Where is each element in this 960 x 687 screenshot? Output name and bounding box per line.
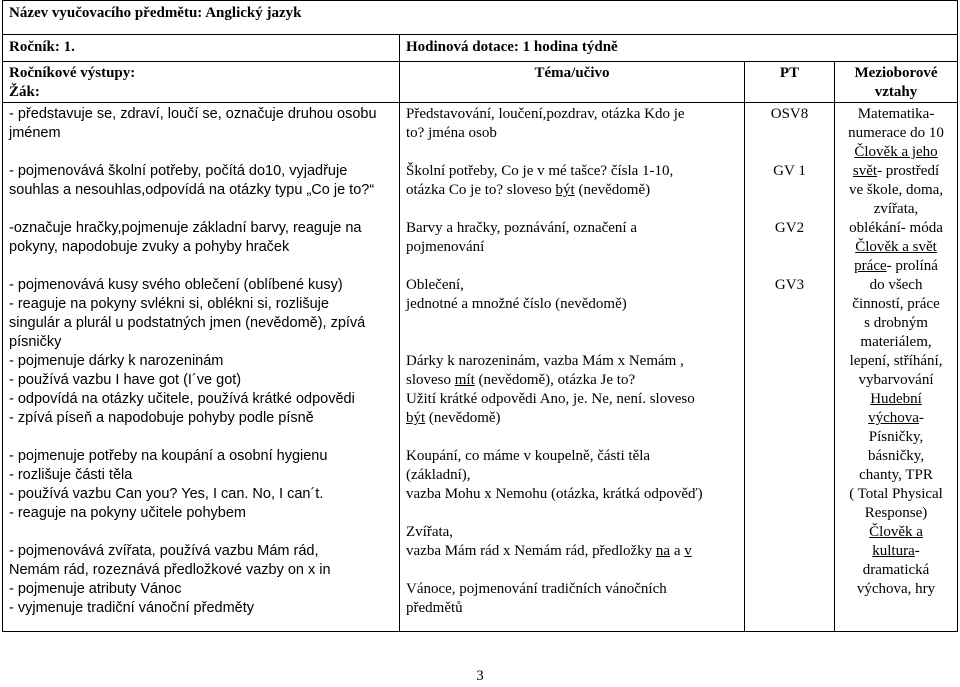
topics-cell	[400, 103, 745, 632]
output-line: - používá vazbu Can you? Yes, I can. No, I can´t.	[9, 486, 324, 502]
output-line: - používá vazbu I have got (I´ve got)	[9, 372, 242, 388]
topic-line: předmětů	[406, 600, 463, 616]
cross-line: ( Total Physical	[849, 486, 943, 502]
topic-line: Oblečení,	[406, 277, 464, 293]
output-line: - odpovídá na otázky učitele, používá krátké odpovědi	[9, 391, 355, 407]
cross-line: Člověk a	[869, 524, 923, 540]
cross-line: do všech	[869, 277, 923, 293]
topic-block-6	[406, 447, 738, 504]
cross-header	[835, 62, 958, 103]
content-row	[3, 103, 958, 632]
cross-line: dramatická	[862, 562, 930, 578]
topic-line: Zvířata,	[406, 524, 454, 540]
topic-block-4	[406, 276, 738, 314]
cross-line: básničky,	[867, 448, 925, 464]
topic-line: to? jména osob	[406, 125, 497, 141]
pt-code: GV3	[774, 277, 805, 293]
output-line: - reaguje na pokyny svlékni si, oblékni si, rozlišuje	[9, 296, 329, 312]
output-line: - pojmenuje dárky k narozeninám	[9, 353, 224, 369]
output-block-1	[9, 105, 393, 143]
topic-line: vazba Mám rád x Nemám rád, předložky na a v	[406, 543, 692, 559]
outputs-header	[3, 62, 400, 103]
grade-label: Ročník: 1.	[3, 35, 400, 62]
topic-line: Dárky k narozeninám, vazba Mám x Nemám ,	[406, 353, 684, 369]
output-line: Nemám rád, rozeznává předložkové vazby on x in	[9, 562, 331, 578]
cross-line: zvířata,	[873, 201, 919, 217]
pupil-label: Žák:	[9, 84, 40, 100]
topic-block-1	[406, 105, 738, 143]
cross-line: kultura-	[872, 543, 920, 559]
output-line: - pojmenovává zvířata, používá vazbu Mám rád,	[9, 543, 319, 559]
output-block-5	[9, 447, 393, 523]
output-block-2	[9, 162, 393, 200]
cross-line: chanty, TPR	[859, 467, 933, 483]
cross-line: Hudební	[870, 391, 922, 407]
cross-line: Písničky,	[868, 429, 924, 445]
pt-code: OSV8	[770, 106, 809, 122]
output-line: - vyjmenuje tradiční vánoční předměty	[9, 600, 254, 616]
cross-line: výchova-	[868, 410, 924, 426]
cross-line: ve škole, doma,	[848, 182, 944, 198]
topic-block-8	[406, 580, 738, 618]
topic-line: otázka Co je to? sloveso být (nevědomě)	[406, 182, 651, 198]
topic-line: sloveso mít (nevědomě), otázka Je to?	[406, 372, 636, 388]
cross-line: oblékání- móda	[849, 220, 943, 236]
cross-line: Člověk a jeho	[854, 144, 938, 160]
output-line: -označuje hračky,pojmenuje základní barvy, reaguje na	[9, 220, 362, 236]
output-line: souhlas a nesouhlas,odpovídá na otázky typu „Co je to?“	[9, 182, 375, 198]
output-line: - zpívá píseň a napodobuje pohyby podle písně	[9, 410, 314, 426]
subject-title: Název vyučovacího předmětu: Anglický jazyk	[3, 1, 958, 35]
curriculum-table	[2, 0, 958, 632]
topic-line: Vánoce, pojmenování tradičních vánočních	[406, 581, 667, 597]
subject-row	[3, 1, 958, 35]
output-line: singulár a plurál u podstatných jmen (nevědomě), zpívá	[9, 315, 366, 331]
hours-label: Hodinová dotace: 1 hodina týdně	[400, 35, 958, 62]
outputs-cell	[3, 103, 400, 632]
output-line: - pojmenuje atributy Vánoc	[9, 581, 182, 597]
output-line: - představuje se, zdraví, loučí se, označuje druhou osobu	[9, 106, 377, 122]
cross-line: lepení, stříhání,	[849, 353, 943, 369]
topic-line: jednotné a množné číslo (nevědomě)	[406, 296, 627, 312]
cross-line: činností, práce	[852, 296, 940, 312]
topic-line: Barvy a hračky, poznávání, označení a	[406, 220, 637, 236]
topic-line: pojmenování	[406, 239, 485, 255]
pt-cell	[745, 103, 835, 632]
output-line: - rozlišuje části těla	[9, 467, 133, 483]
cross-cell	[835, 103, 958, 632]
topic-line: být (nevědomě)	[406, 410, 501, 426]
pt-code: GV2	[774, 220, 805, 236]
cross-header-line1: Mezioborové	[854, 65, 938, 81]
output-block-6	[9, 542, 393, 618]
output-block-3	[9, 219, 393, 257]
page-number: 3	[476, 668, 484, 684]
cross-header-line2: vztahy	[874, 84, 918, 100]
topic-block-5	[406, 352, 738, 428]
topic-block-7	[406, 523, 738, 561]
cross-line: s drobným	[864, 315, 928, 331]
topic-block-2	[406, 162, 738, 200]
cross-line: Matematika-	[857, 106, 935, 122]
cross-line: svět- prostředí	[852, 163, 940, 179]
output-line: - reaguje na pokyny učitele pohybem	[9, 505, 246, 521]
output-line: - pojmenuje potřeby na koupání a osobní hygienu	[9, 448, 328, 464]
topic-block-3	[406, 219, 738, 257]
pt-code: GV 1	[773, 163, 806, 179]
cross-line: výchova, hry	[856, 581, 936, 597]
topic-line: vazba Mohu x Nemohu (otázka, krátká odpověď)	[406, 486, 703, 502]
output-line: pokyny, napodobuje zvuky a pohyby hraček	[9, 239, 290, 255]
cross-line: vybarvování	[858, 372, 934, 388]
topic-header: Téma/učivo	[400, 62, 745, 103]
topic-line: Představování, loučení,pozdrav, otázka Kdo je	[406, 106, 685, 122]
output-line: jménem	[9, 125, 61, 141]
topic-line: Užití krátké odpovědi Ano, je. Ne, není. sloveso	[406, 391, 695, 407]
output-line: - pojmenovává kusy svého oblečení (oblíbené kusy)	[9, 277, 343, 293]
output-block-4	[9, 276, 393, 428]
outputs-header-label: Ročníkové výstupy:	[9, 65, 136, 81]
output-line: - pojmenovává školní potřeby, počítá do10, vyjadřuje	[9, 163, 348, 179]
cross-line: materiálem,	[860, 334, 932, 350]
cross-line: Response)	[864, 505, 928, 521]
topic-line: (základní),	[406, 467, 471, 483]
cross-line: práce- prolíná	[854, 258, 938, 274]
topic-line: Školní potřeby, Co je v mé tašce? čísla 1-10,	[406, 163, 674, 179]
output-line: písničky	[9, 334, 62, 350]
cross-line: numerace do 10	[848, 125, 944, 141]
pt-header: PT	[745, 62, 835, 103]
cross-line: Člověk a svět	[855, 239, 937, 255]
topic-line: Koupání, co máme v koupelně, části těla	[406, 448, 651, 464]
column-header-row	[3, 62, 958, 103]
grade-row	[3, 35, 958, 62]
